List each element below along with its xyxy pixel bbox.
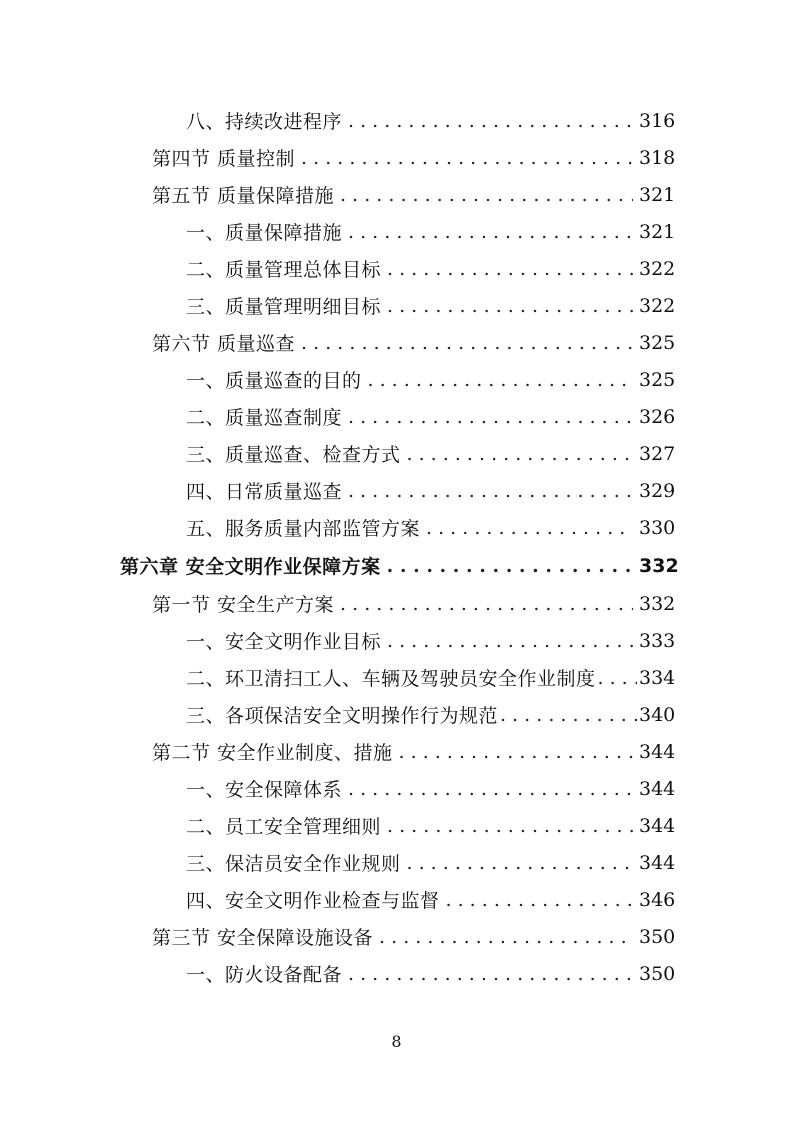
toc-entry-page: 325 — [639, 368, 676, 391]
toc-entry-page: 329 — [639, 479, 676, 502]
toc-entry-page: 334 — [639, 666, 676, 689]
dot-leader — [426, 517, 633, 539]
toc-entry-title: 三、保洁员安全作业规则 — [186, 853, 401, 875]
toc-entry-title: 第二节 安全作业制度、措施 — [152, 742, 393, 764]
toc-entry-title: 二、环卫清扫工人、车辆及驾驶员安全作业制度 — [186, 668, 596, 690]
dot-leader — [348, 963, 633, 985]
toc-entry[interactable] — [186, 472, 676, 509]
toc-entry-title: 三、质量巡查、检查方式 — [186, 444, 401, 466]
dot-leader — [340, 593, 633, 615]
dot-leader — [301, 147, 633, 169]
toc-entry-page: 333 — [639, 629, 676, 652]
toc-entry[interactable] — [152, 918, 676, 955]
toc-entry[interactable] — [152, 585, 676, 622]
toc-entry-page: 322 — [639, 257, 676, 280]
toc-entry-page: 322 — [639, 294, 676, 317]
toc-entry[interactable] — [186, 287, 676, 324]
toc-entry-page: 340 — [639, 703, 676, 726]
toc-entry-title: 八、持续改进程序 — [186, 111, 343, 133]
toc-entry[interactable] — [186, 622, 676, 659]
toc-entry-title: 第六章 安全文明作业保障方案 — [120, 556, 381, 578]
dot-leader — [348, 221, 633, 243]
toc-entry-title: 五、服务质量内部监管方案 — [186, 518, 421, 540]
toc-entry-title: 三、质量管理明细目标 — [186, 296, 382, 318]
dot-leader — [407, 852, 633, 874]
dot-leader — [368, 369, 633, 391]
toc-entry-page: 346 — [639, 888, 676, 911]
toc-entry-title: 三、各项保洁安全文明操作行为规范 — [186, 705, 499, 727]
dot-leader — [598, 667, 637, 689]
dot-leader — [348, 110, 633, 132]
dot-leader — [446, 889, 633, 911]
toc-entry-page: 316 — [639, 109, 676, 132]
toc-entry-title: 二、质量管理总体目标 — [186, 259, 382, 281]
toc-entry-page: 344 — [639, 814, 676, 837]
toc-entry[interactable] — [186, 435, 676, 472]
dot-leader — [407, 443, 633, 465]
page-number: 8 — [391, 1032, 402, 1051]
toc-entry-title: 一、质量保障措施 — [186, 222, 343, 244]
toc-entry[interactable] — [186, 213, 676, 250]
toc-entry[interactable] — [186, 398, 676, 435]
toc-entry-page: 325 — [639, 331, 676, 354]
toc-entry[interactable] — [186, 770, 676, 807]
toc-entry[interactable] — [152, 733, 676, 770]
toc-entry-page: 321 — [639, 220, 676, 243]
toc-entry[interactable] — [186, 509, 676, 546]
toc-entry-page: 344 — [639, 851, 676, 874]
toc-entry[interactable] — [152, 324, 676, 361]
toc-entry-page: 350 — [639, 962, 676, 985]
toc-entry-title: 二、员工安全管理细则 — [186, 816, 382, 838]
toc-entry[interactable] — [186, 696, 676, 733]
toc-entry-title: 一、质量巡查的目的 — [186, 370, 362, 392]
dot-leader — [387, 295, 633, 317]
toc-entry[interactable] — [186, 955, 676, 992]
toc-entry[interactable] — [186, 659, 676, 696]
toc-entry-title: 第五节 质量保障措施 — [152, 185, 335, 207]
toc-entry-page: 332 — [639, 592, 676, 615]
toc-entry-title: 第四节 质量控制 — [152, 148, 296, 170]
toc-entry-title: 第一节 安全生产方案 — [152, 594, 335, 616]
toc-entry-page: 344 — [639, 777, 676, 800]
toc-entry-title: 第六节 质量巡查 — [152, 333, 296, 355]
dot-leader — [348, 778, 633, 800]
toc-entry-title: 一、防火设备配备 — [186, 964, 343, 986]
toc-entry-page: 330 — [639, 516, 676, 539]
dot-leader — [379, 926, 633, 948]
toc-entry-title: 第三节 安全保障设施设备 — [152, 927, 374, 949]
toc-entry-title: 四、安全文明作业检查与监督 — [186, 890, 440, 912]
dot-leader — [387, 630, 633, 652]
toc-entry-title: 二、质量巡查制度 — [186, 407, 343, 429]
dot-leader — [500, 704, 637, 726]
toc-entry-page: 318 — [639, 146, 676, 169]
toc-entry-page: 350 — [639, 925, 676, 948]
dot-leader — [301, 332, 633, 354]
toc-chapter-entry[interactable] — [120, 547, 679, 584]
toc-entry[interactable] — [186, 250, 676, 287]
dot-leader — [387, 815, 633, 837]
toc-entry[interactable] — [186, 844, 676, 881]
dot-leader — [340, 184, 633, 206]
toc-entry-page: 327 — [639, 442, 676, 465]
dot-leader — [387, 555, 633, 577]
dot-leader — [399, 741, 633, 763]
dot-leader — [348, 406, 633, 428]
toc-entry-title: 一、安全文明作业目标 — [186, 631, 382, 653]
toc-entry-page: 344 — [639, 740, 676, 763]
toc-entry-page: 326 — [639, 405, 676, 428]
toc-entry[interactable] — [152, 176, 676, 213]
toc-entry[interactable] — [152, 139, 676, 176]
dot-leader — [387, 258, 633, 280]
toc-entry[interactable] — [186, 807, 676, 844]
toc-entry[interactable] — [186, 881, 676, 918]
toc-entry[interactable] — [186, 361, 676, 398]
toc-entry-page: 332 — [639, 554, 679, 577]
toc-entry-title: 一、安全保障体系 — [186, 779, 343, 801]
toc-entry-page: 321 — [639, 183, 676, 206]
dot-leader — [348, 480, 633, 502]
toc-entry[interactable] — [186, 102, 676, 139]
toc-entry-title: 四、日常质量巡查 — [186, 481, 343, 503]
